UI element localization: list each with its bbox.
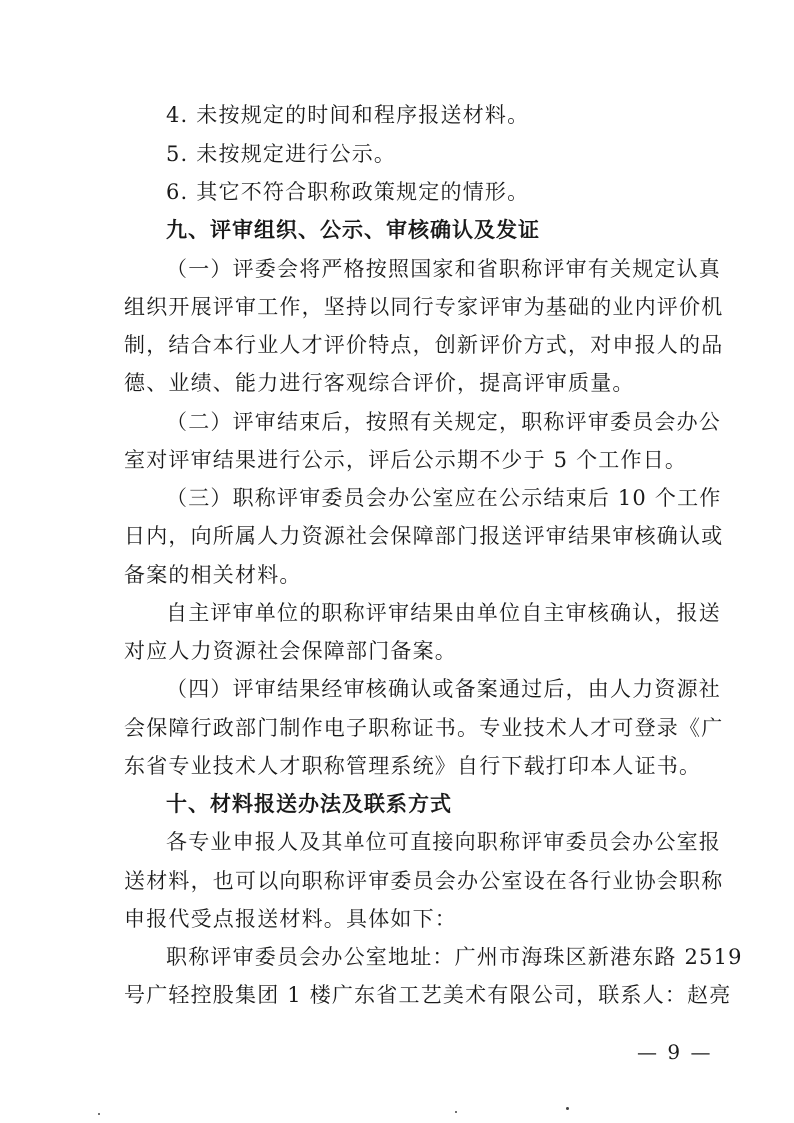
text-line: （四）评审结果经审核确认或备案通过后，由人力资源社 (166, 677, 721, 701)
text-line: 送材料，也可以向职称评审委员会办公室设在各行业协会职称 (124, 869, 724, 893)
text-line: （一）评委会将严格按照国家和省职称评审有关规定认真 (166, 257, 721, 281)
text-line: 备案的相关材料。 (124, 563, 302, 587)
text-line: （三）职称评审委员会办公室应在公示结束后 10 个工作 (166, 486, 722, 510)
text-line: 东省专业技术人才职称管理系统》自行下载打印本人证书。 (124, 754, 702, 778)
text-line: 号广轻控股集团 1 楼广东省工艺美术有限公司，联系人：赵亮 (124, 983, 732, 1007)
text-line: 组织开展评审工作，坚持以同行专家评审为基础的业内评价机 (124, 295, 724, 319)
text-line: 德、业绩、能力进行客观综合评价，提高评审质量。 (124, 371, 635, 395)
scan-speck (566, 1107, 569, 1110)
text-line: 申报代受点报送材料。具体如下： (124, 907, 457, 931)
text-line: （二）评审结束后，按照有关规定，职称评审委员会办公 (166, 410, 721, 434)
section-heading: 十、材料报送办法及联系方式 (166, 792, 452, 816)
text-line: 会保障行政部门制作电子职称证书。专业技术人才可登录《广 (124, 716, 724, 740)
text-line: 4. 未按规定的时间和程序报送材料。 (166, 103, 530, 127)
text-line: 制，结合本行业人才评价特点，创新评价方式，对申报人的品 (124, 333, 724, 357)
text-line: 室对评审结果进行公示，评后公示期不少于 5 个工作日。 (124, 448, 688, 472)
text-line: 各专业申报人及其单位可直接向职称评审委员会办公室报 (166, 830, 721, 854)
page-number: — 9 — (637, 1040, 713, 1064)
text-line: 6. 其它不符合职称政策规定的情形。 (166, 180, 530, 204)
scan-speck (455, 1111, 457, 1113)
section-heading: 九、评审组织、公示、审核确认及发证 (166, 218, 540, 242)
text-line: 5. 未按规定进行公示。 (166, 142, 397, 166)
text-line: 职称评审委员会办公室地址：广州市海珠区新港东路 2519 (166, 945, 743, 969)
text-line: 对应人力资源社会保障部门备案。 (124, 639, 457, 663)
text-line: 日内，向所属人力资源社会保障部门报送评审结果审核确认或 (124, 524, 724, 548)
scan-speck (98, 1113, 100, 1115)
text-line: 自主评审单位的职称评审结果由单位自主审核确认，报送 (166, 601, 721, 625)
